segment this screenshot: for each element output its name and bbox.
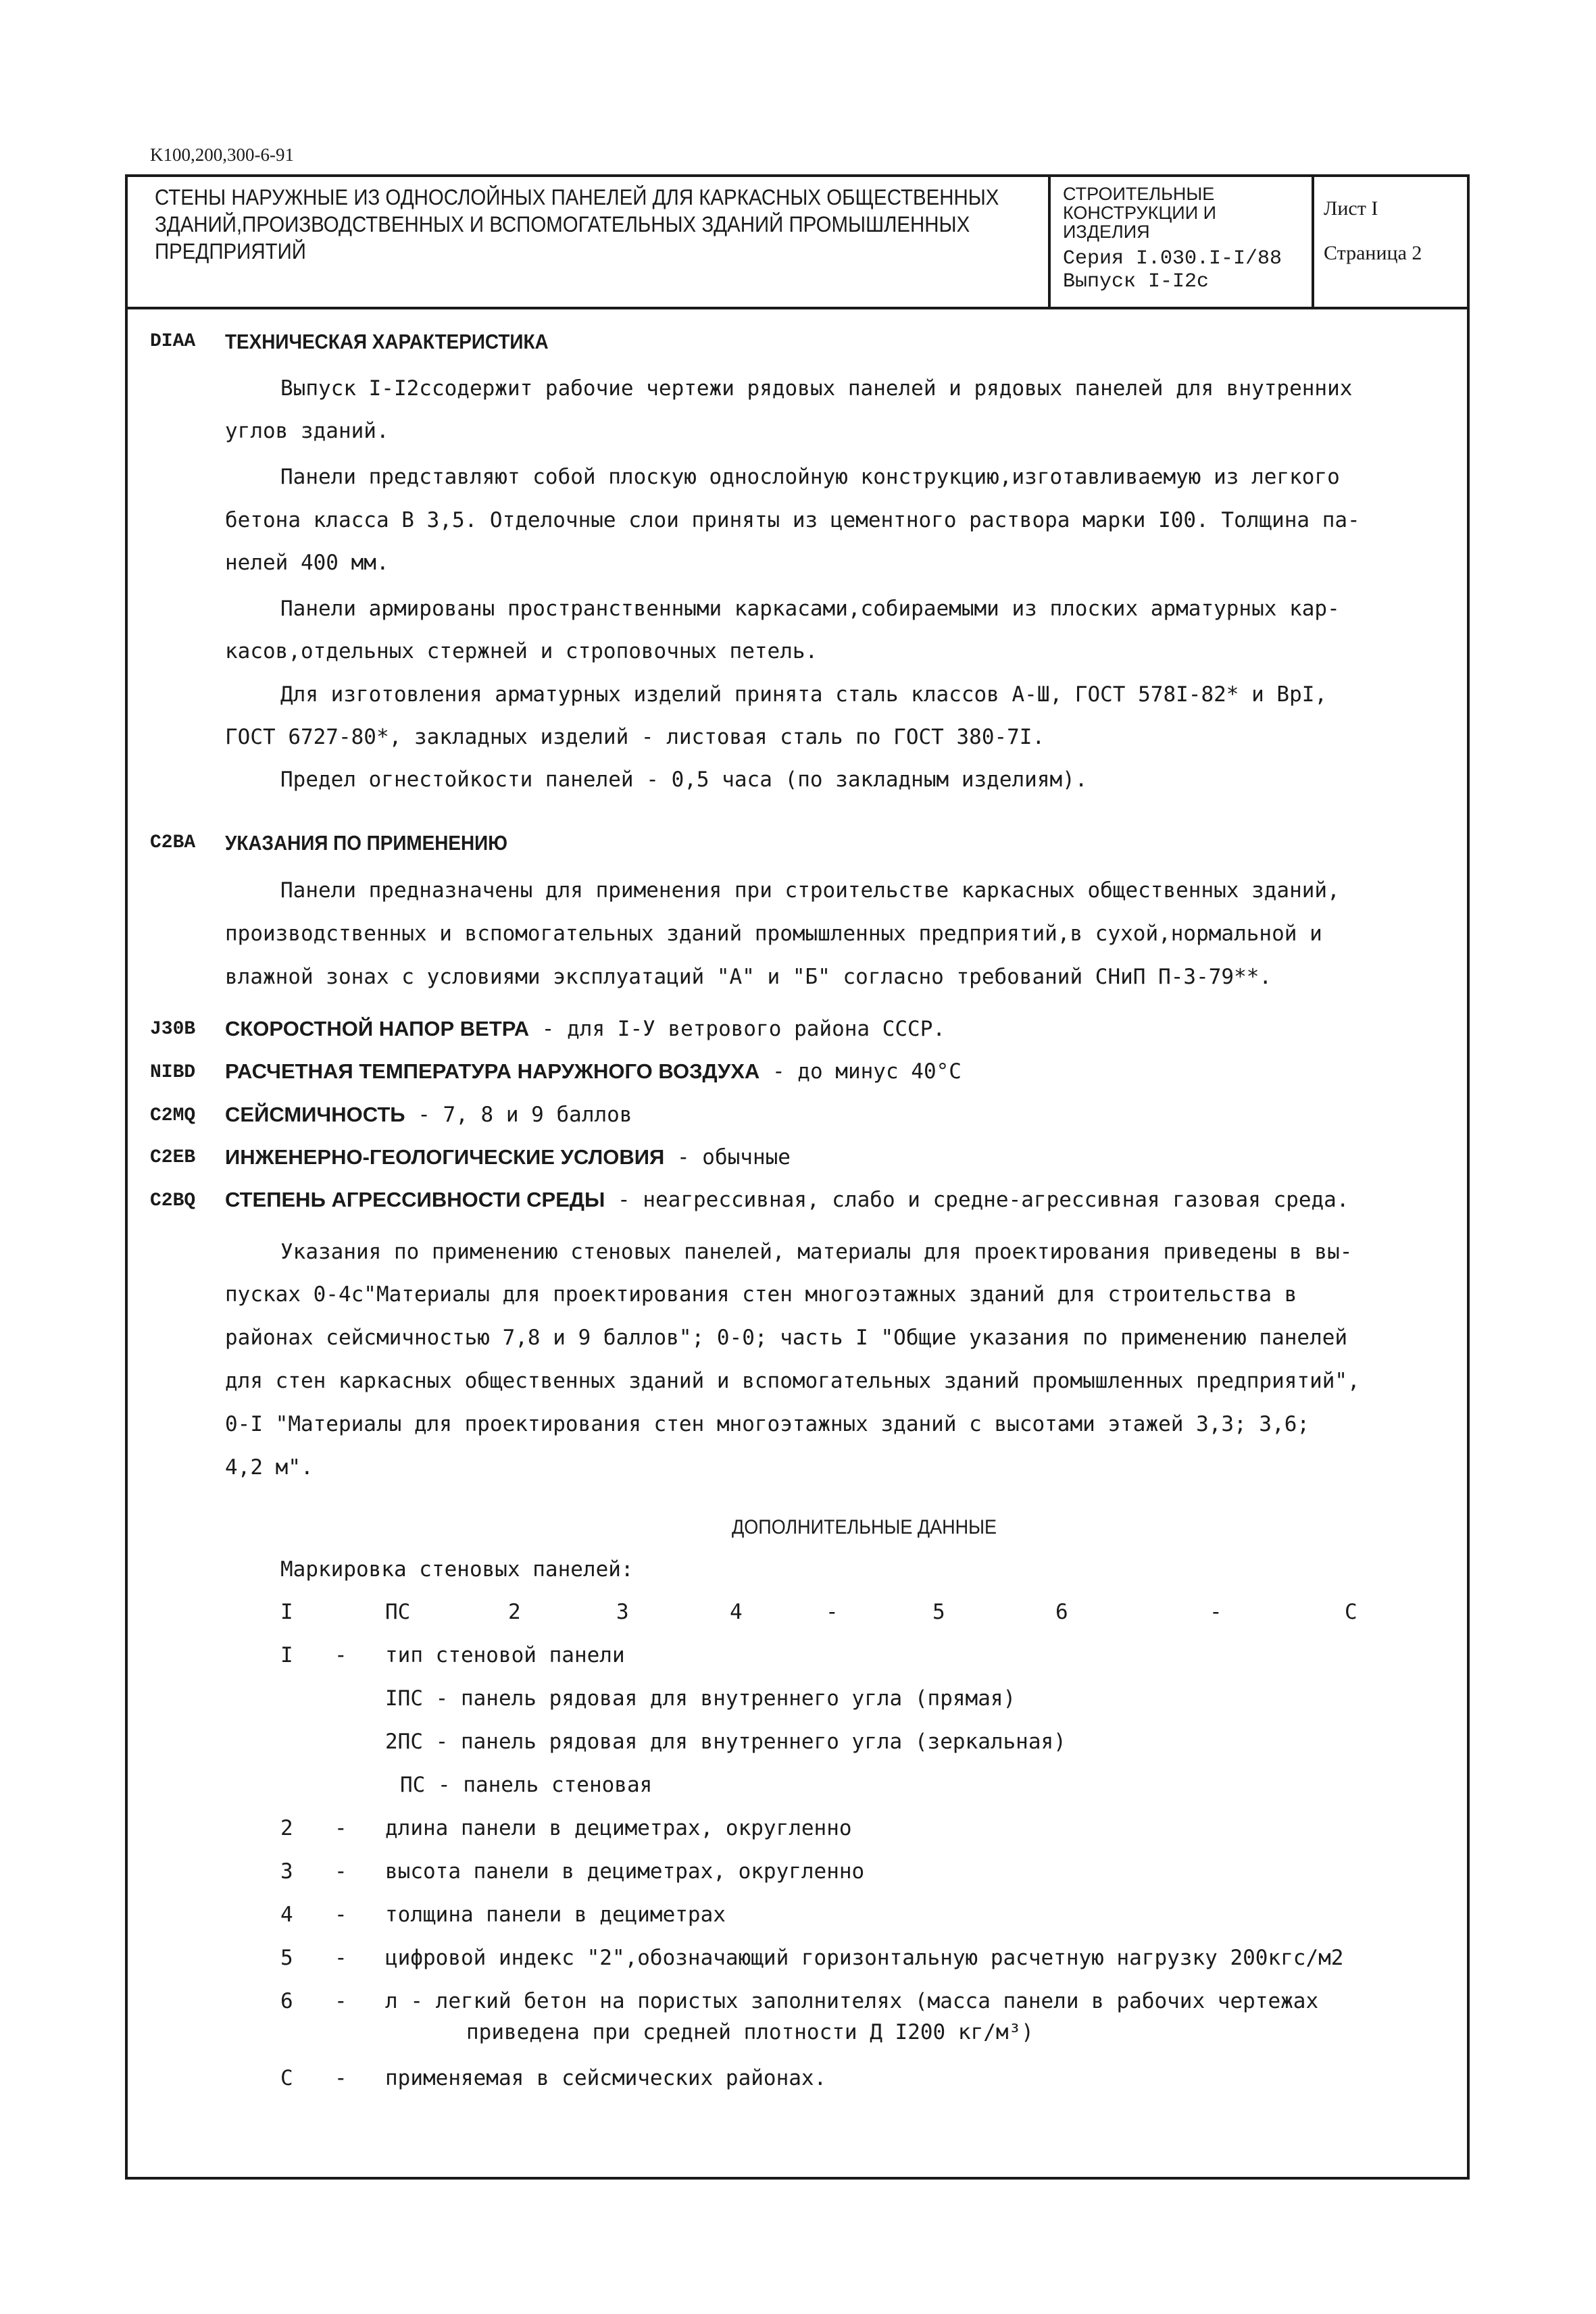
section-code-aggr: C2BQ: [150, 1190, 196, 1211]
section-code-usage: C2BA: [150, 832, 196, 853]
tech-line-9: ГОСТ 6727-80*, закладных изделий - листовая сталь по ГОСТ 380-7I.: [225, 725, 1045, 749]
marking-part-9: -: [1210, 1600, 1222, 1624]
usage-line-2: производственных и вспомогательных зданий промышленных предприятий,в сухой,нормальной и: [225, 922, 1322, 946]
legend-key: 6: [280, 1989, 293, 2013]
marking-part-3: 2: [508, 1600, 521, 1624]
aggr-note-line-5: 0-I "Материалы для проектирования стен многоэтажных зданий с высотами этажей 3,3; 3,6;: [225, 1412, 1310, 1436]
aggr-note-line-1: Указания по применению стеновых панелей, материалы для проектирования приведены в вы-: [280, 1240, 1353, 1264]
page-number: Страница 2: [1324, 242, 1422, 264]
marking-part-8: 6: [1055, 1600, 1068, 1624]
section-code-tech: DIAA: [150, 331, 196, 352]
marking-part-2: ПС: [385, 1600, 411, 1624]
marking-part-10: С: [1345, 1600, 1357, 1624]
title-line-3: ПРЕДПРИЯТИЙ: [155, 239, 306, 263]
aggr-note-line-2: пусках 0-4с"Материалы для проектирования стен многоэтажных зданий для строительства в: [225, 1282, 1297, 1307]
legend-key: 2: [280, 1816, 293, 1840]
geology-value: - обычные: [664, 1145, 791, 1169]
legend-text: толщина панели в дециметрах: [385, 1903, 726, 1927]
tech-line-10: Предел огнестойкости панелей - 0,5 часа (по закладным изделиям).: [280, 768, 1088, 792]
wind-label: СКОРОСТНОЙ НАПОР ВЕТРА: [225, 1017, 530, 1040]
title-line-1: СТЕНЫ НАРУЖНЫЕ ИЗ ОДНОСЛОЙНЫХ ПАНЕЛЕЙ ДЛЯ КАРКАСНЫХ ОБЩЕСТВЕННЫХ: [155, 185, 999, 209]
marking-part-4: 3: [616, 1600, 629, 1624]
aggr-note-line-3: районах сейсмичностью 7,8 и 9 баллов"; 0-0; часть I "Общие указания по применению панелей: [225, 1326, 1348, 1350]
geology-line: [225, 1145, 791, 1169]
legend-text: 2ПС - панель рядовая для внутреннего угла (зеркальная): [385, 1730, 1066, 1754]
legend-key: I: [280, 1643, 293, 1667]
legend-dash: -: [334, 2066, 347, 2090]
legend-text: тип стеновой панели: [385, 1643, 625, 1667]
section-code-wind: J30B: [150, 1019, 196, 1040]
series-number: Серия I.030.I-I/88: [1063, 247, 1282, 270]
title-block: [125, 174, 1470, 309]
title-block-series-cell: [1051, 174, 1314, 307]
legend-dash: -: [334, 1989, 347, 2013]
legend-dash: -: [334, 1816, 347, 1840]
temp-line: [225, 1059, 962, 1084]
tech-line-6: Панели армированы пространственными каркасами,собираемыми из плоских арматурных кар-: [280, 597, 1340, 621]
category-line-3: ИЗДЕЛИЯ: [1063, 222, 1150, 242]
aggr-note-line-4: для стен каркасных общественных зданий и вспомогательных зданий промышленных предприятий",: [225, 1369, 1360, 1393]
legend-key: 4: [280, 1903, 293, 1927]
legend-key: 5: [280, 1946, 293, 1970]
seismic-line: [225, 1103, 632, 1127]
sheet-number: Лист I: [1324, 197, 1378, 220]
legend-text: л - легкий бетон на пористых заполнителях (масса панели в рабочих чертежах: [385, 1989, 1319, 2013]
tech-line-2: углов зданий.: [225, 419, 389, 443]
title-block-name-cell: [125, 174, 1051, 307]
title-block-sheet-cell: [1314, 174, 1467, 307]
seismic-label: СЕЙСМИЧНОСТЬ: [225, 1103, 405, 1126]
tech-line-8: Для изготовления арматурных изделий принята сталь классов А-Ш, ГОСТ 578I-82* и ВрI,: [280, 682, 1328, 707]
issue-number: Выпуск I-I2с: [1063, 270, 1210, 293]
legend-text: цифровой индекс "2",обозначающий горизонтальную расчетную нагрузку 200кгс/м2: [385, 1946, 1344, 1970]
legend-key: 3: [280, 1859, 293, 1884]
tech-line-3: Панели представляют собой плоскую однослойную конструкцию,изготавливаемую из легкого: [280, 465, 1340, 489]
usage-line-1: Панели предназначены для применения при строительстве каркасных общественных зданий,: [280, 878, 1340, 903]
marking-part-7: 5: [932, 1600, 945, 1624]
wind-value: - для I-У ветрового района СССР.: [529, 1017, 946, 1041]
legend-dash: -: [334, 1643, 347, 1667]
legend-dash: -: [334, 1946, 347, 1970]
section-code-seismic: C2MQ: [150, 1105, 196, 1126]
aggr-line: [225, 1188, 1349, 1212]
marking-part-1: I: [280, 1600, 293, 1624]
aggr-label: СТЕПЕНЬ АГРЕССИВНОСТИ СРЕДЫ: [225, 1188, 605, 1211]
legend-text: приведена при средней плотности Д I200 кг/м³): [466, 2020, 1034, 2044]
legend-key: С: [280, 2066, 293, 2090]
aggr-value: - неагрессивная, слабо и средне-агрессивная газовая среда.: [605, 1188, 1349, 1212]
legend-dash: -: [334, 1903, 347, 1927]
geology-label: ИНЖЕНЕРНО-ГЕОЛОГИЧЕСКИЕ УСЛОВИЯ: [225, 1145, 665, 1169]
temp-value: - до минус 40°С: [759, 1059, 962, 1084]
tech-line-1: Выпуск I-I2ссодержит рабочие чертежи рядовых панелей и рядовых панелей для внутренних: [280, 376, 1353, 401]
tech-line-5: нелей 400 мм.: [225, 551, 389, 575]
legend-dash: -: [334, 1859, 347, 1884]
category-line-1: СТРОИТЕЛЬНЫЕ: [1063, 184, 1215, 204]
category-line-2: КОНСТРУКЦИИ И: [1063, 203, 1217, 223]
title-line-2: ЗДАНИЙ,ПРОИЗВОДСТВЕННЫХ И ВСПОМОГАТЕЛЬНЫХ ЗДАНИЙ ПРОМЫШЛЕННЫХ: [155, 212, 970, 236]
temp-label: РАСЧЕТНАЯ ТЕМПЕРАТУРА НАРУЖНОГО ВОЗДУХА: [225, 1059, 760, 1083]
section-code-temp: NIBD: [150, 1062, 196, 1083]
marking-part-5: 4: [730, 1600, 743, 1624]
legend-text: высота панели в дециметрах, округленно: [385, 1859, 865, 1884]
section-heading-tech: ТЕХНИЧЕСКАЯ ХАРАКТЕРИСТИКА: [225, 330, 549, 353]
seismic-value: - 7, 8 и 9 баллов: [405, 1103, 632, 1127]
extra-heading: ДОПОЛНИТЕЛЬНЫЕ ДАННЫЕ: [732, 1516, 997, 1538]
tech-line-7: касов,отдельных стержней и строповочных петель.: [225, 639, 818, 663]
legend-text: IПС - панель рядовая для внутреннего угла (прямая): [385, 1686, 1016, 1711]
wind-line: [225, 1017, 945, 1041]
marking-part-6: -: [826, 1600, 839, 1624]
marking-label: Маркировка стеновых панелей:: [280, 1557, 634, 1582]
legend-text: ПС - панель стеновая: [400, 1773, 653, 1797]
legend-text: длина панели в дециметрах, округленно: [385, 1816, 852, 1840]
section-heading-usage: УКАЗАНИЯ ПО ПРИМЕНЕНИЮ: [225, 831, 507, 855]
aggr-note-line-6: 4,2 м".: [225, 1455, 314, 1480]
document-code: K100,200,300-6-91: [150, 145, 294, 165]
usage-line-3: влажной зонах с условиями эксплуатаций "А" и "Б" согласно требований СНиП П-3-79**.: [225, 965, 1272, 989]
section-code-geology: C2EB: [150, 1147, 196, 1168]
legend-text: применяемая в сейсмических районах.: [385, 2066, 827, 2090]
tech-line-4: бетона класса В 3,5. Отделочные слои приняты из цементного раствора марки I00. Толщина па-: [225, 508, 1360, 532]
